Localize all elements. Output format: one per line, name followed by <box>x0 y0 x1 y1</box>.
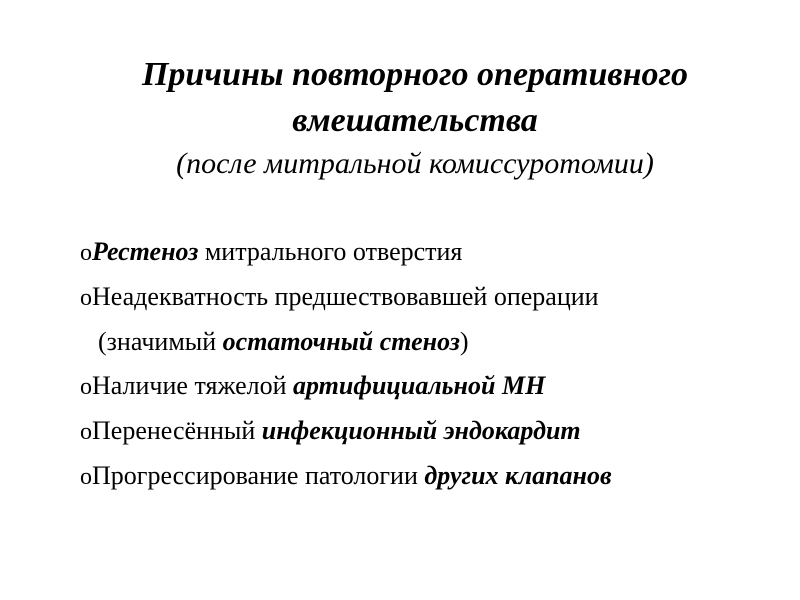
bullet-marker: o <box>80 374 92 400</box>
bullet-marker: o <box>80 285 92 311</box>
title-line-1: Причины повторного оперативного <box>141 56 689 93</box>
bullet-marker: o <box>80 464 92 490</box>
bullet-text: Наличие тяжелой <box>92 371 293 400</box>
bullet-marker: o <box>80 240 92 266</box>
bullet-emphasis: Рестеноз <box>92 237 199 266</box>
bullet-item-residual-stenosis <box>80 320 780 364</box>
bullet-text: митрального отверстия <box>198 237 463 266</box>
title-line-2: вмешательства <box>292 102 538 139</box>
bullet-item-inadequate-operation <box>80 275 780 320</box>
bullet-text: Неадекватность предшествовавшей операции <box>92 282 599 311</box>
slide-title <box>60 52 770 184</box>
bullet-item-endocarditis <box>80 409 780 454</box>
slide-subtitle: (после митральной комиссуротомии) <box>176 147 654 180</box>
bullet-emphasis: остаточный стеноз <box>222 327 460 356</box>
bullet-emphasis: артифициальной МН <box>293 371 546 400</box>
bullet-text: Прогрессирование патологии <box>92 461 425 490</box>
bullet-text: (значимый <box>98 327 223 356</box>
bullet-emphasis: других клапанов <box>424 461 612 490</box>
bullet-item-other-valves <box>80 454 780 499</box>
bullet-item-artificial-mr <box>80 364 780 409</box>
bullet-marker: o <box>80 419 92 445</box>
bullet-text: Перенесённый <box>92 416 262 445</box>
bullet-list <box>80 230 780 499</box>
bullet-text: ) <box>459 327 469 356</box>
bullet-emphasis: инфекционный эндокардит <box>261 416 581 445</box>
bullet-item-restenosis <box>80 230 780 275</box>
